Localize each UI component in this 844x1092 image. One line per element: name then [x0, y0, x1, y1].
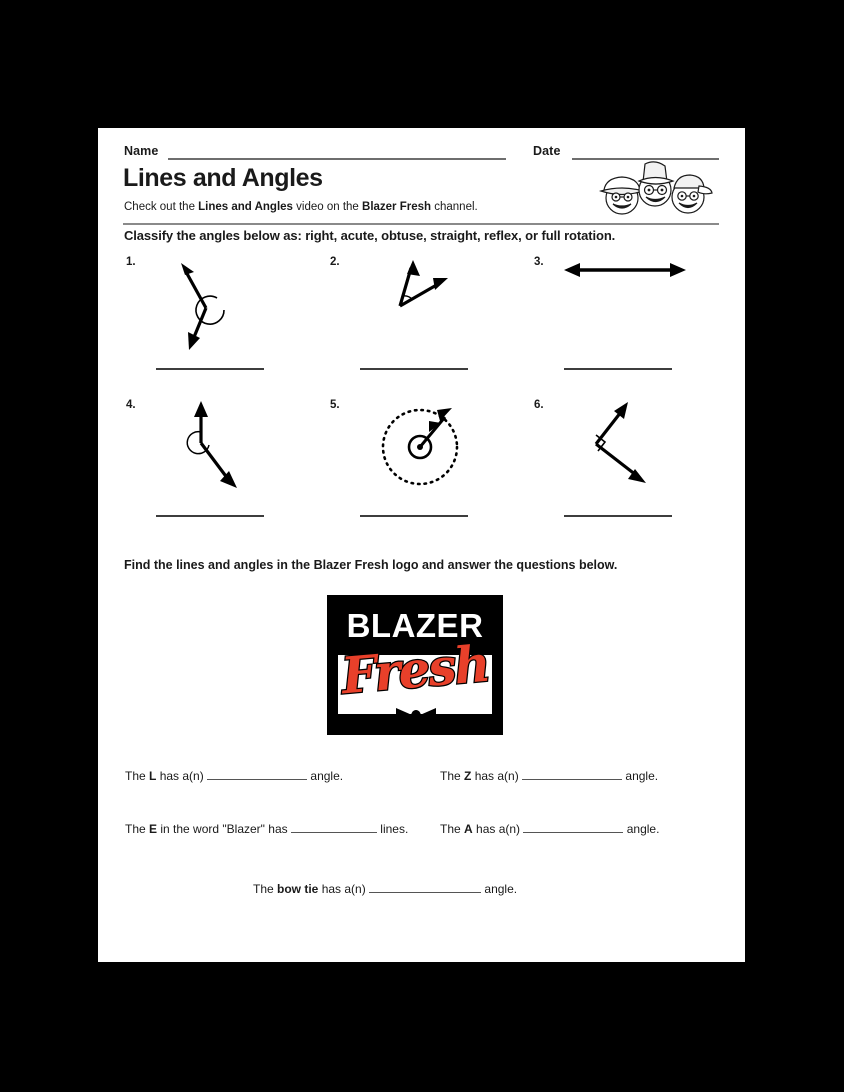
problem-number: 5.: [330, 399, 340, 411]
question-l-angle: [125, 769, 343, 783]
instructions-text: Classify the angles below as: right, acute, obtuse, straight, reflex, or full rotation.: [124, 228, 616, 243]
q4-pre: The: [440, 822, 465, 836]
q2-post: angle.: [622, 769, 659, 783]
q4-mid: has a(n): [472, 822, 524, 836]
obtuse-angle-figure: [144, 395, 314, 505]
subtitle-bold-lines-and-angles: Lines and Angles: [198, 201, 293, 213]
q3-subject: E: [149, 822, 158, 836]
answer-line-1[interactable]: [156, 368, 264, 370]
problem-number: 1.: [126, 256, 136, 268]
answer-line-2[interactable]: [360, 368, 468, 370]
question-z-angle: [440, 769, 658, 783]
name-write-line[interactable]: [168, 158, 506, 160]
problem-4: [126, 399, 326, 539]
q3-post: lines.: [376, 822, 409, 836]
q1-pre: The: [125, 769, 150, 783]
problem-number: 3.: [534, 256, 544, 268]
problem-number: 2.: [330, 256, 340, 268]
answer-line-6[interactable]: [564, 515, 672, 517]
page-subtitle: [124, 201, 478, 213]
q2-subject: Z: [464, 769, 472, 783]
answer-line-3[interactable]: [564, 368, 672, 370]
q4-post: angle.: [623, 822, 660, 836]
answer-line-5[interactable]: [360, 515, 468, 517]
date-label: Date: [533, 144, 561, 158]
subtitle-part-1: Check out the: [124, 201, 199, 213]
q5-post: angle.: [481, 882, 518, 896]
blazer-fresh-logo: [327, 595, 503, 735]
problem-5: [330, 399, 530, 539]
name-label: Name: [124, 144, 159, 158]
logo-prompt-text: Find the lines and angles in the Blazer Fresh logo and answer the questions below.: [124, 558, 618, 572]
page-title: Lines and Angles: [123, 164, 323, 192]
three-cartoon-faces-icon: [595, 158, 715, 220]
worksheet-page: [98, 128, 745, 962]
header-divider: [123, 223, 719, 225]
question-bowtie-angle: [253, 882, 517, 896]
question-a-angle: [440, 822, 659, 836]
problem-3: [534, 256, 734, 396]
straight-angle-figure: [552, 252, 722, 362]
problem-1: [126, 256, 326, 396]
q1-answer-blank[interactable]: [207, 779, 307, 780]
q2-answer-blank[interactable]: [522, 779, 622, 780]
subtitle-part-3: channel.: [431, 201, 478, 213]
q5-subject: bow tie: [277, 882, 319, 896]
q5-answer-blank[interactable]: [369, 892, 481, 893]
q5-mid: has a(n): [318, 882, 370, 896]
problem-2: [330, 256, 530, 396]
problem-number: 4.: [126, 399, 136, 411]
q4-answer-blank[interactable]: [523, 832, 623, 833]
q1-post: angle.: [307, 769, 344, 783]
q3-pre: The: [125, 822, 150, 836]
problem-number: 6.: [534, 399, 544, 411]
subtitle-bold-blazer-fresh: Blazer Fresh: [362, 201, 432, 213]
logo-bowtie-icon: [395, 705, 437, 727]
answer-line-4[interactable]: [156, 515, 264, 517]
reflex-angle-figure: [144, 252, 314, 362]
q1-mid: has a(n): [156, 769, 208, 783]
q2-mid: has a(n): [471, 769, 523, 783]
q3-mid: in the word "Blazer" has: [157, 822, 291, 836]
full-rotation-angle-figure: [348, 395, 518, 505]
q5-pre: The: [253, 882, 278, 896]
logo-word-fresh: Fresh: [339, 633, 491, 706]
q2-pre: The: [440, 769, 465, 783]
problem-6: [534, 399, 734, 539]
acute-angle-figure: [348, 252, 518, 362]
q3-answer-blank[interactable]: [291, 832, 377, 833]
subtitle-part-2: video on the: [292, 201, 363, 213]
logo-word-blazer: BLAZER: [346, 607, 484, 644]
q1-subject: L: [149, 769, 157, 783]
question-e-lines: [125, 822, 408, 836]
q4-subject: A: [464, 822, 473, 836]
right-angle-figure: [552, 395, 722, 505]
